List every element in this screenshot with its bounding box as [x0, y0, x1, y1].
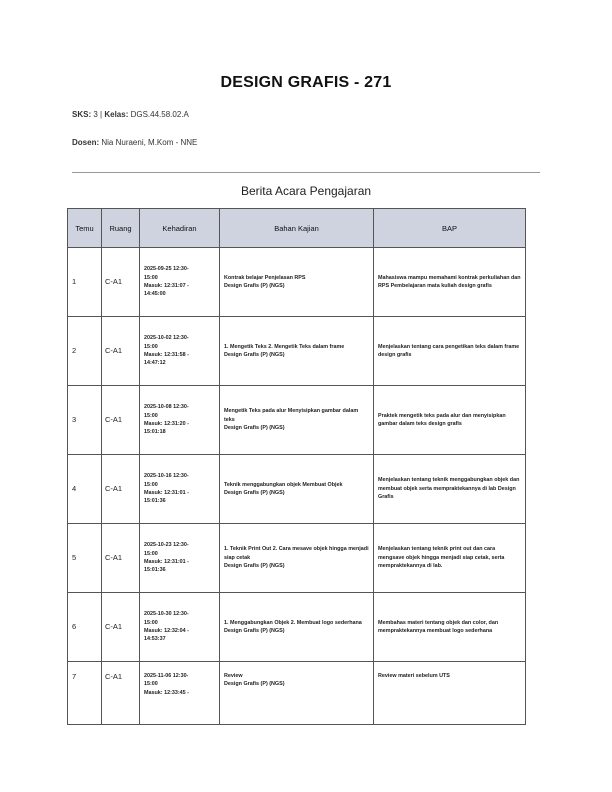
cell-temu: 6 [68, 593, 102, 662]
bap-text: Praktek mengetik teks pada alur dan menyisipkan gambar dalam teks design grafis [378, 412, 506, 427]
cell-bap [374, 248, 526, 317]
header-bap: BAP [374, 209, 526, 248]
cell-temu: 3 [68, 386, 102, 455]
cell-bap [374, 386, 526, 455]
cell-kehadiran [140, 317, 220, 386]
cell-ruang: C-A1 [102, 455, 140, 524]
cell-ruang: C-A1 [102, 524, 140, 593]
cell-temu: 2 [68, 317, 102, 386]
bahan-text: 1. Teknik Print Out 2. Cara mesave objek hingga menjadi siap cetak Design Grafis (P) (NGS) [224, 546, 369, 570]
bap-text: Review materi sebelum UTS [378, 673, 450, 679]
dosen-label: Dosen: [72, 138, 100, 147]
kehadiran-text: 2025-10-23 12:30- 15:00 Masuk: 12:31:01 - 15:01:36 [144, 542, 189, 574]
table-row [68, 248, 526, 317]
cell-kehadiran [140, 248, 220, 317]
bahan-text: 1. Menggabungkan Objek 2. Membuat logo sederhana Design Grafis (P) (NGS) [224, 619, 362, 634]
bahan-text: Mengetik Teks pada alur Menyisipkan gambar dalam teks Design Grafis (P) (NGS) [224, 408, 359, 432]
header-ruang: Ruang [102, 209, 140, 248]
kehadiran-text: 2025-10-30 12:30- 15:00 Masuk: 12:32:04 - 14:53:37 [144, 611, 189, 643]
bap-text: Menjelaskan tentang cara pengetikan teks dalam frame design grafis [378, 343, 520, 358]
table-row [68, 593, 526, 662]
sks-value: 3 [93, 110, 98, 119]
course-title: DESIGN GRAFIS - 271 [220, 74, 392, 91]
bahan-text: Teknik menggabungkan objek Membuat Objek Design Grafis (P) (NGS) [224, 481, 343, 496]
table-header-row [68, 209, 526, 248]
table-row [68, 386, 526, 455]
cell-bahan-kajian [220, 662, 374, 725]
cell-ruang: C-A1 [102, 593, 140, 662]
cell-kehadiran [140, 593, 220, 662]
cell-bap [374, 593, 526, 662]
cell-ruang: C-A1 [102, 386, 140, 455]
cell-bahan-kajian [220, 593, 374, 662]
kelas-label: Kelas: [104, 110, 129, 119]
cell-bap [374, 524, 526, 593]
kehadiran-text: 2025-10-16 12:30- 15:00 Masuk: 12:31:01 - 15:01:36 [144, 473, 189, 505]
kelas-value: DGS.44.58.02.A [130, 110, 189, 119]
table-row [68, 455, 526, 524]
divider [72, 172, 540, 173]
bap-text: Membahas materi tentang objek dan color, dan mempraktekannya membuat logo sederhana [378, 619, 499, 634]
header-kehadiran: Kehadiran [140, 209, 220, 248]
cell-kehadiran [140, 386, 220, 455]
bap-text: Mahasiswa mampu memahami kontrak perkuliahan dan RPS Pembelajaran mata kuliah design grafis [378, 274, 521, 289]
kehadiran-text: 2025-09-25 12:30- 15:00 Masuk: 12:31:07 - 14:45:00 [144, 266, 189, 298]
cell-kehadiran [140, 524, 220, 593]
bahan-text: Review Design Grafis (P) (NGS) [224, 673, 285, 688]
cell-bahan-kajian [220, 317, 374, 386]
cell-temu: 4 [68, 455, 102, 524]
cell-ruang: C-A1 [102, 248, 140, 317]
cell-bahan-kajian [220, 455, 374, 524]
bap-text: Menjelaskan tentang teknik menggabungkan objek dan membuat objek serta mempraktekannya di lab Design Grafis [378, 477, 520, 501]
cell-temu: 5 [68, 524, 102, 593]
course-sks-kelas: SKS: 3 | Kelas: DGS.44.58.02.A [72, 110, 189, 119]
cell-bap [374, 662, 526, 725]
bap-text: Menjelaskan tentang teknik print out dan cara mengsave objek hingga menjadi siap cetak, serta mempraktekannya di lab. [378, 546, 505, 570]
sks-label: SKS: [72, 110, 92, 119]
table-row [68, 662, 526, 725]
cell-temu: 7 [68, 662, 102, 725]
header-bahan-kajian: Bahan Kajian [220, 209, 374, 248]
cell-temu: 1 [68, 248, 102, 317]
cell-ruang: C-A1 [102, 662, 140, 725]
cell-ruang: C-A1 [102, 317, 140, 386]
bahan-text: Kontrak belajar Penjelasan RPS Design Grafis (P) (NGS) [224, 274, 306, 289]
cell-bahan-kajian [220, 524, 374, 593]
cell-kehadiran [140, 455, 220, 524]
kehadiran-text: 2025-10-02 12:30- 15:00 Masuk: 12:31:58 - 14:47:12 [144, 335, 189, 367]
cell-bahan-kajian [220, 386, 374, 455]
cell-bahan-kajian [220, 248, 374, 317]
course-dosen [72, 138, 197, 147]
section-title: Berita Acara Pengajaran [240, 184, 372, 198]
table-row [68, 524, 526, 593]
bahan-text: 1. Mengetik Teks 2. Mengetik Teks dalam frame Design Grafis (P) (NGS) [224, 343, 345, 358]
table-row [68, 317, 526, 386]
kehadiran-text: 2025-11-06 12:30- 15:00 Masuk: 12:33:45 - [144, 673, 189, 696]
kehadiran-text: 2025-10-08 12:30- 15:00 Masuk: 12:31:20 - 15:01:18 [144, 404, 189, 436]
header-temu: Temu [68, 209, 102, 248]
cell-bap [374, 455, 526, 524]
cell-bap [374, 317, 526, 386]
dosen-value: Nia Nuraeni, M.Kom - NNE [101, 138, 198, 147]
cell-kehadiran [140, 662, 220, 725]
bap-table [67, 208, 526, 725]
